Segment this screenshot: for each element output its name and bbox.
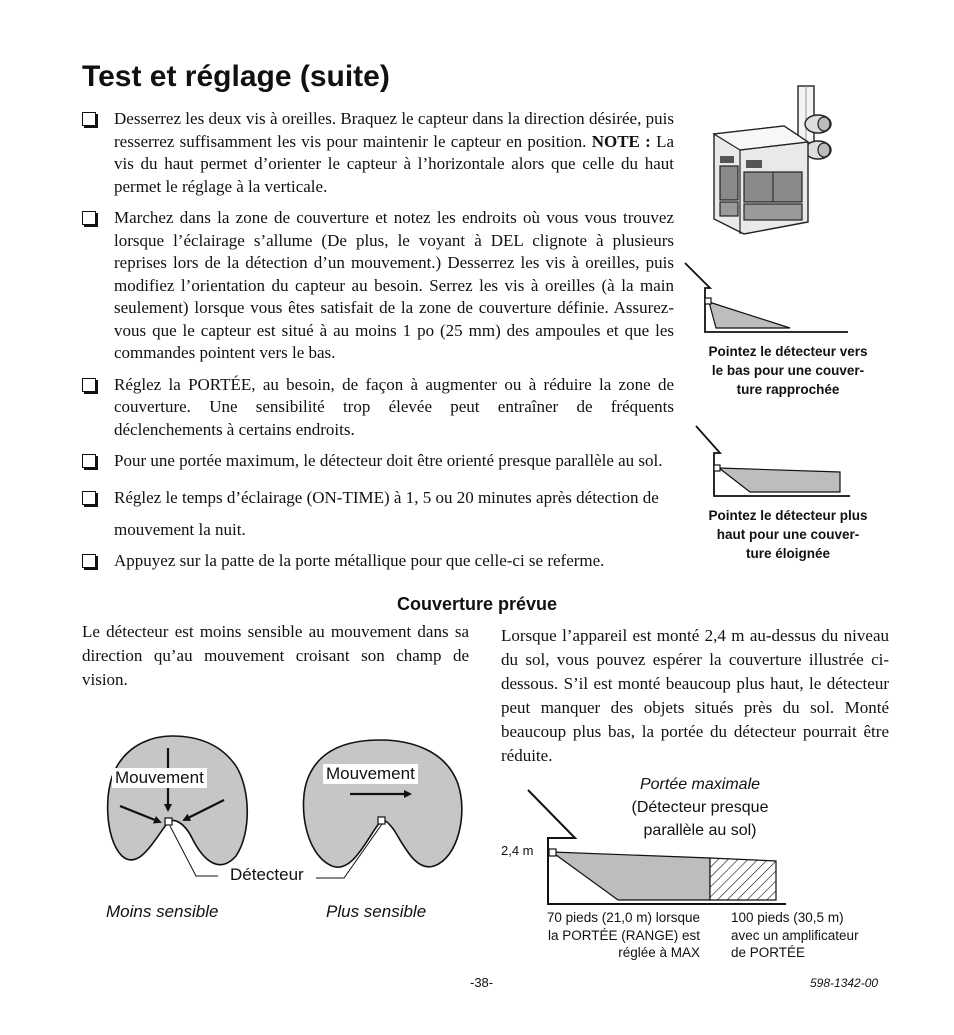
range-100-label: 100 pieds (30,5 m) avec un amplificateur de PORTÉE [731,910,859,960]
list-item [82,374,674,442]
more-sensitive-label: Plus sensible [326,902,427,921]
section-heading: Couverture prévue [397,594,558,614]
movement-label-right: Mouvement [323,764,418,784]
list-item [82,450,674,473]
far-coverage-caption: Pointez le détecteur plus haut pour une couver- ture éloignée [708,508,868,561]
bullet-text: Appuyez sur la patte de la porte métallique pour que celle-ci se referme. [114,550,605,570]
page-title: Test et réglage (suite) [82,60,390,93]
max-range-title: Portée maximale (Détecteur presque parallèle au sol) [631,776,769,839]
list-item [82,550,674,573]
bullet-text: Réglez la PORTÉE, au besoin, de façon à augmenter ou à réduire la zone de couverture. Une sensibilité trop élevée peut entraîner de fréquents déclenchements à certains endroits. [114,374,674,439]
left-paragraph: Le détecteur est moins sensible au mouvement dans sa direction qu’au mouvement croisant son champ de vision. [82,622,469,689]
detector-label: Détecteur [230,865,304,884]
list-item [82,482,674,546]
max-range-diagram [520,780,790,910]
far-coverage-diagram [690,420,855,502]
checkbox-icon [82,554,96,568]
mount-height-label: 2,4 m [501,843,534,858]
near-coverage-diagram [680,258,855,338]
right-paragraph: Lorsque l’appareil est monté 2,4 m au-dessus du niveau du sol, vous pouvez espérer la couverture illustrée ci-dessous. S’il est monté beaucoup plus haut, le détecteur peut manquer des objets situés près du sol. Monté beaucoup plus bas, la portée du détecteur pourrait être réduite. [501,626,889,765]
movement-label-left: Mouvement [112,768,207,788]
bullet-text-post: La vis du haut permet d’orienter le capteur à l’horizontale alors que celle du haut permet le réglage à la verticale. [114,131,674,196]
bullet-text-pre: Desserrez les deux vis à oreilles. Braquez le capteur dans la direction désirée, puis resserrez suffisamment les vis pour maintenir le capteur en position. [114,109,674,151]
document-number: 598-1342-00 [810,976,879,990]
bullet-text: Marchez dans la zone de couverture et notez les endroits où vous vous trouvez lorsque l’éclairage s’allume (De plus, le voyant à DEL clignote à plusieurs reprises lors de la détection d’un mouvement.) Desserrez les vis à oreilles, puis modifiez l’orientation du capteur au besoin. Serrez les vis à oreilles (à la main seulement) lorsque vous êtes satisfait de la zone de couverture définie. Assurez-vous que le capteur est situé à au moins 1 po (25 mm) des ampoules et que les commandes pointent vers le bas. [114,208,674,362]
note-label: NOTE : [591,131,651,151]
bullet-text: Pour une portée maximum, le détecteur doit être orienté presque parallèle au sol. [114,451,663,470]
bullet-text: Réglez le temps d’éclairage (ON-TIME) à 1, 5 ou 20 minutes après détection de mouvement la nuit. [114,487,659,539]
checkbox-icon [82,112,96,126]
list-item [82,108,674,198]
page-number: -38- [470,975,494,990]
checkbox-icon [82,211,96,225]
instruction-list [82,108,674,581]
checkbox-icon [82,491,96,505]
checkbox-icon [82,378,96,392]
range-70-label: 70 pieds (21,0 m) lorsque la PORTÉE (RANGE) est réglée à MAX [546,910,700,960]
motion-sensor-illustration [700,84,850,244]
checkbox-icon [82,454,96,468]
list-item [82,207,674,365]
less-sensitive-label: Moins sensible [106,902,219,921]
near-coverage-caption: Pointez le détecteur vers le bas pour une couver- ture rapprochée [708,344,868,397]
